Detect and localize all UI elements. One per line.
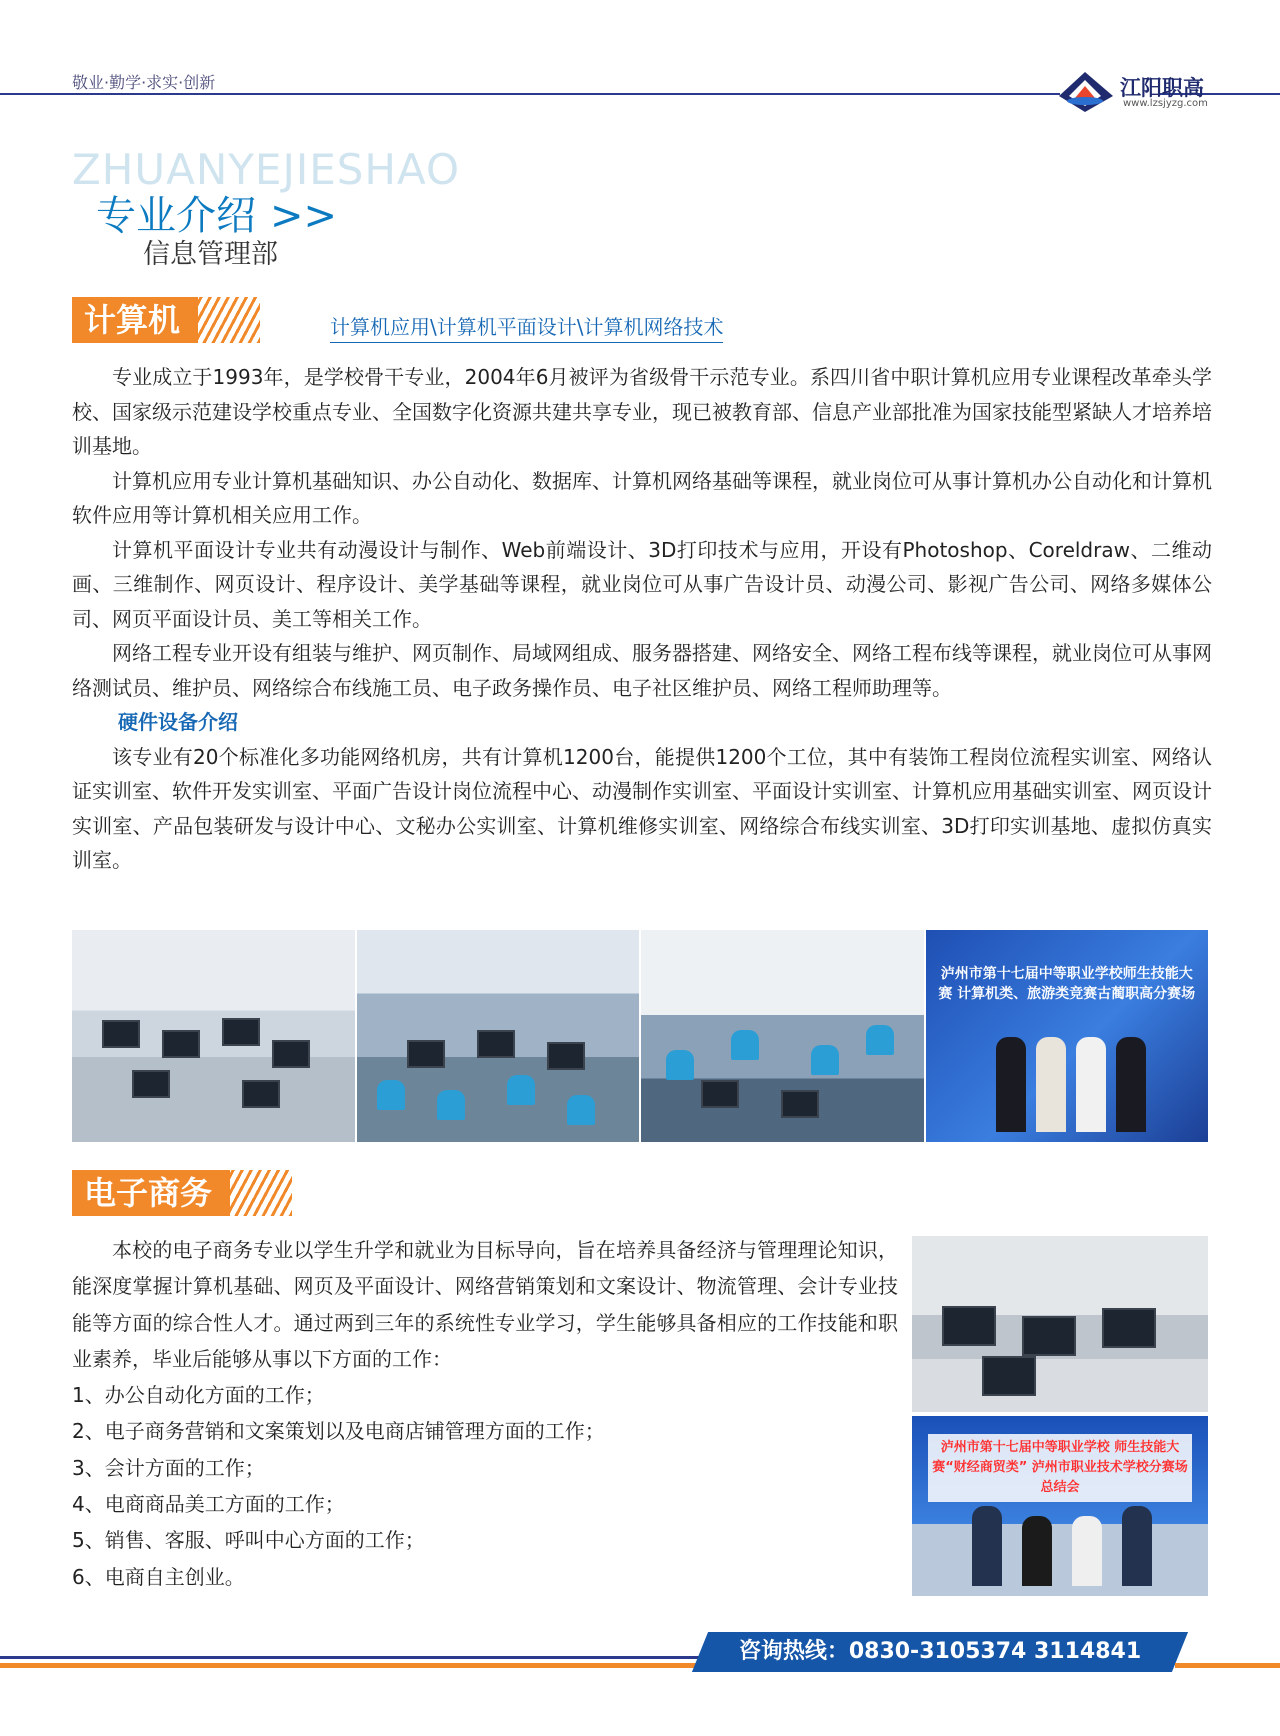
- department-name: 信息管理部: [143, 239, 278, 270]
- paragraph: 专业成立于1993年，是学校骨干专业，2004年6月被评为省级骨干示范专业。系四川省中职计算机应用专业课程改革牵头学校、国家级示范建设学校重点专业、全国数字化资源共建共享专业，现已被教育部、信息产业部批准为国家技能型紧缺人才培养培训基地。: [72, 365, 1212, 458]
- list-item: 2、电子商务营销和文案策划以及电商店铺管理方面的工作；: [72, 1419, 605, 1444]
- hardware-paragraph: 该专业有20个标准化多功能网络机房，共有计算机1200台，能提供1200个工位，其中有装饰工程岗位流程实训室、网络认证实训室、软件开发实训室、平面广告设计岗位流程中心、动漫制作实训室、平面设计实训室、计算机应用基础实训室、网页设计实训室、产品包装研发与设计中心、文秘办公实训室、计算机维修实训室、网络综合布线实训室、3D打印实训基地、虚拟仿真实训室。: [72, 744, 1212, 872]
- job-list: [72, 1377, 898, 1595]
- ecommerce-photos: [912, 1236, 1208, 1596]
- paragraph: 计算机应用专业计算机基础知识、办公自动化、数据库、计算机网络基础等课程，就业岗位可从事计算机办公自动化和计算机软件应用等计算机相关应用工作。: [72, 468, 1212, 527]
- competition-banner: 泸州市第十七届中等职业学校师生技能大赛 计算机类、旅游类竞赛古蔺职高分赛场: [938, 966, 1196, 1002]
- logo-mountain-icon: [1055, 68, 1117, 114]
- section-header-computer: [72, 297, 260, 343]
- hotline-text: 咨询热线：0830-3105374 3114841: [738, 1639, 1142, 1664]
- title-arrows: >>: [270, 193, 338, 239]
- ecommerce-lab-photo: [912, 1236, 1208, 1412]
- motto: 敬业·勤学·求实·创新: [72, 73, 216, 92]
- footer-orange-rule: [0, 1663, 700, 1668]
- section-header-ecommerce: [72, 1170, 292, 1216]
- hardware-heading: 硬件设备介绍: [118, 710, 238, 734]
- decorative-stripes: [230, 1170, 292, 1216]
- section-label-computer: 计算机: [72, 297, 198, 343]
- section-label-ecommerce: 电子商务: [72, 1170, 230, 1216]
- list-item: 3、会计方面的工作；: [72, 1455, 265, 1480]
- paragraph: 计算机平面设计专业共有动漫设计与制作、Web前端设计、3D打印技术与应用，开设有Photoshop、Coreldraw、二维动画、三维制作、网页设计、程序设计、美学基础等课程，就业岗位可从事广告设计员、动漫公司、影视广告公司、网络多媒体公司、网页平面设计员、美工等相关工作。: [72, 537, 1212, 631]
- ecommerce-competition-banner: 泸州市第十七届中等职业学校 师生技能大赛“财经商贸类” 泸州市职业技术学校分赛场总结会: [928, 1434, 1192, 1502]
- computer-lab-photo-2: [357, 930, 640, 1142]
- list-item: 1、办公自动化方面的工作；: [72, 1383, 325, 1408]
- computer-subtitle: 计算机应用\计算机平面设计\计算机网络技术: [330, 311, 723, 343]
- computer-description: [72, 360, 1212, 878]
- page-title-text: 专业介绍: [96, 193, 256, 239]
- computer-photo-strip: [72, 930, 1208, 1142]
- computer-lab-photo-3: [641, 930, 924, 1142]
- footer-rule: [0, 1656, 700, 1659]
- ecommerce-competition-photo: [912, 1416, 1208, 1596]
- logo-text: 江阳职高: [1120, 75, 1204, 100]
- list-item: 5、销售、客服、呼叫中心方面的工作；: [72, 1528, 425, 1553]
- skills-competition-photo: [926, 930, 1209, 1142]
- footer-orange-rule-right: [1175, 1663, 1280, 1668]
- ecommerce-description: [72, 1232, 898, 1595]
- school-logo: [1055, 68, 1265, 116]
- decorative-stripes: [198, 297, 260, 343]
- paragraph: 网络工程专业开设有组装与维护、网页制作、局域网组成、服务器搭建、网络安全、网络工程布线等课程，就业岗位可从事网络测试员、维护员、网络综合布线施工员、电子政务操作员、电子社区维护员、网络工程师助理等。: [72, 641, 1212, 700]
- list-item: 4、电商商品美工方面的工作；: [72, 1492, 345, 1517]
- list-item: 6、电商自主创业。: [72, 1564, 245, 1589]
- pinyin-title: ZHUANYEJIESHAO: [72, 145, 461, 194]
- header-rule: [0, 93, 1060, 95]
- logo-url: www.lzsjyzg.com: [1123, 98, 1208, 109]
- computer-lab-photo-1: [72, 930, 355, 1142]
- ecommerce-intro: 本校的电子商务专业以学生升学和就业为目标导向，旨在培养具备经济与管理理论知识，能深度掌握计算机基础、网页及平面设计、网络营销策划和文案设计、物流管理、会计专业技能等方面的综合性人才。通过两到三年的系统性专业学习，学生能够具备相应的工作技能和职业素养，毕业后能够从事以下方面的工作：: [72, 1238, 898, 1371]
